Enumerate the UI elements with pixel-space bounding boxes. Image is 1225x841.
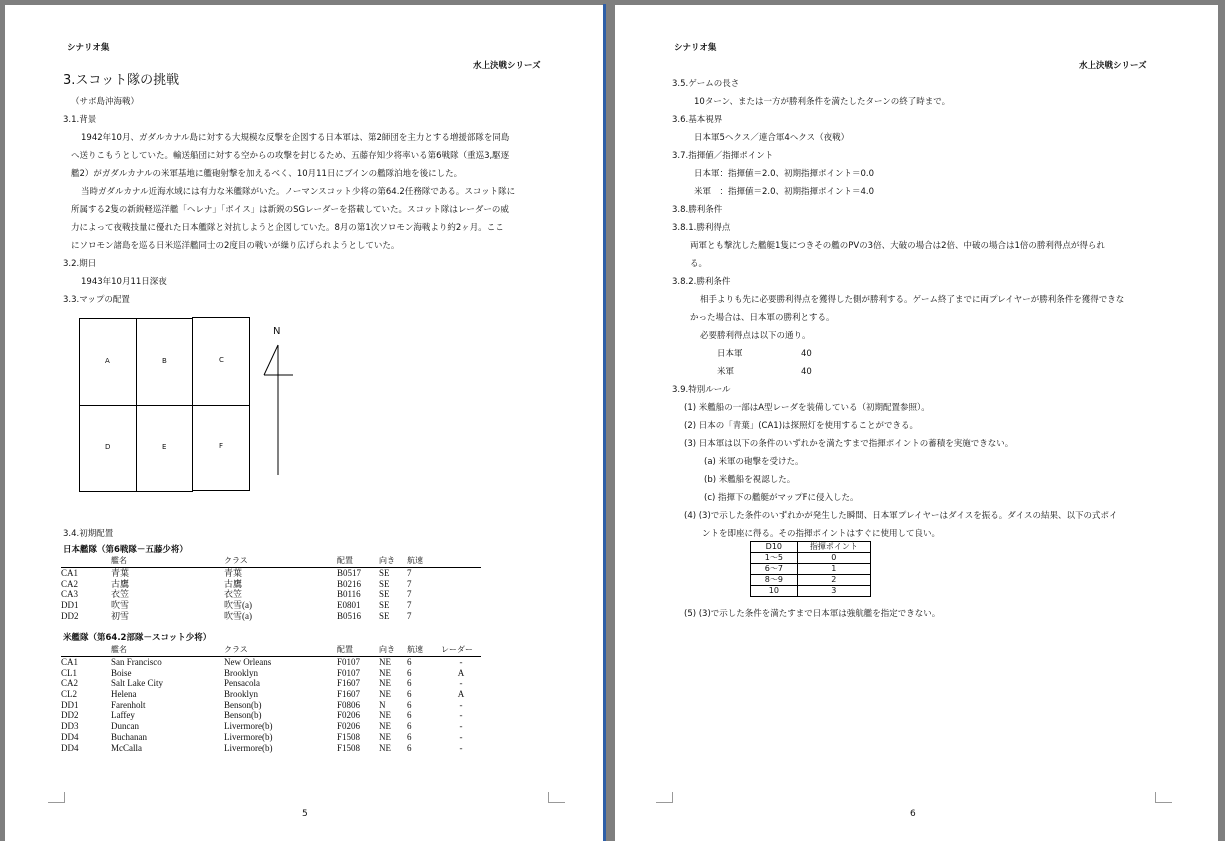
cell: DD2 (61, 610, 79, 621)
section-vc-heading: 3.8.2.勝利条件 (672, 277, 731, 287)
cell: 1 (797, 564, 870, 575)
cell: Helena (111, 689, 137, 700)
section-vp-heading: 3.8.1.勝利得点 (672, 223, 731, 233)
background-line: 力によって夜戦技量に優れた日本艦隊と対抗しようと企図していた。8月の第1次ソロモン海戦より約2ヶ月。ここ (71, 223, 504, 233)
section-background-heading: 3.1.背景 (63, 115, 97, 125)
col-header: 向き (379, 556, 407, 567)
vp-line: 両軍とも撃沈した艦艇1隻につきその艦のPVの3倍、大破の場合は2倍、中破の場合は1倍の勝利得点が得られ (690, 241, 1105, 251)
cell: NE (379, 657, 391, 668)
cell: CA1 (61, 568, 79, 579)
section-date-heading: 3.2.期日 (63, 259, 97, 269)
cell: Livermore(b) (224, 721, 273, 732)
cell: DD4 (61, 731, 79, 742)
map-label: A (105, 357, 110, 365)
col-header: 航速 (407, 556, 481, 567)
table-row (61, 678, 481, 689)
header-left: シナリオ集 (674, 43, 717, 53)
cell: - (459, 742, 463, 753)
cell: 7 (407, 600, 412, 611)
cell: DD1 (61, 699, 79, 710)
rule-item: (1) 米艦船の一部はA型レーダを装備している（初期配置参照）。 (684, 403, 930, 413)
map-label: D (105, 443, 111, 451)
cell: 7 (407, 610, 412, 621)
scenario-date: 1943年10月11日深夜 (81, 277, 167, 287)
margin-corner-mark (48, 792, 65, 803)
table-row (61, 732, 481, 743)
cell: E0801 (337, 600, 361, 611)
cell: 6 (407, 689, 412, 700)
cell: F1508 (337, 742, 361, 753)
background-line: 所属する2隻の新鋭軽巡洋艦「ヘレナ」「ボイス」は新鋭のSGレーダーを搭載していた。スコット隊はレーダーの威 (71, 205, 509, 215)
cell: 8～9 (751, 575, 798, 586)
cell: CA2 (61, 578, 79, 589)
table-header-row (61, 645, 481, 656)
cell: DD2 (61, 710, 79, 721)
cell: DD1 (61, 600, 79, 611)
cell: Boise (111, 667, 132, 678)
cell: 青葉 (224, 568, 243, 579)
cell: A (457, 689, 465, 700)
cell: 古鷹 (111, 578, 130, 589)
rule-item: (5) (3)で示した条件を満たすまで日本軍は強航艦を指定できない。 (684, 609, 941, 619)
table-row (61, 721, 481, 732)
col-header: 配置 (337, 645, 379, 656)
cell: F0206 (337, 721, 361, 732)
cell: 3 (797, 586, 870, 597)
cell: 6 (407, 731, 412, 742)
cell: CA3 (61, 589, 79, 600)
cell: Brooklyn (224, 689, 259, 700)
cell: San Francisco (111, 657, 162, 668)
req-vp-side: 米軍 (717, 367, 735, 377)
cell: F0806 (337, 699, 361, 710)
cell: Salt Lake City (111, 678, 163, 689)
cell: Livermore(b) (224, 731, 273, 742)
north-label: N (273, 326, 281, 337)
cell: B0517 (337, 568, 362, 579)
background-line: へ送りこもうとしていた。輸送船団に対する空からの攻撃を封じるため、五藤存知少将率いる第6戦隊（重巡3,駆逐 (71, 151, 510, 161)
cell: 0 (797, 553, 870, 564)
cell: DD4 (61, 742, 79, 753)
background-line: 当時ガダルカナル近海水域には有力な米艦隊がいた。ノーマンスコット少将の第64.2任務隊である。スコット隊に (81, 187, 516, 197)
jp-force-table (61, 556, 481, 621)
cell: 6 (407, 667, 412, 678)
vc-line: かった場合は、日本軍の勝利とする。 (690, 313, 835, 323)
cell: SE (379, 610, 390, 621)
cell: McCalla (111, 742, 142, 753)
command-us: 米軍 ：指揮値＝2.0、初期指揮ポイント＝4.0 (694, 187, 875, 197)
table-row (61, 710, 481, 721)
cell: 古鷹 (224, 578, 243, 589)
cell: 7 (407, 589, 412, 600)
map-label: C (219, 356, 224, 364)
us-force-title: 米艦隊（第64.2部隊－スコット少将） (63, 633, 212, 643)
cell: 6 (407, 699, 412, 710)
us-force-table (61, 645, 481, 753)
cell: - (459, 699, 463, 710)
sub-rule-item: (b) 米艦船を視認した。 (704, 475, 796, 485)
col-header (61, 645, 111, 656)
page-5[interactable] (5, 5, 603, 841)
command-point-table (750, 541, 871, 597)
cell: 6 (407, 710, 412, 721)
cell: 7 (407, 578, 412, 589)
table-header-row (61, 556, 481, 567)
cell: NE (379, 678, 391, 689)
page-number: 6 (910, 809, 916, 819)
col-header (61, 556, 111, 567)
page-6[interactable] (615, 5, 1218, 841)
cell: 2 (797, 575, 870, 586)
north-arrow-icon (261, 343, 295, 477)
col-header: レーダー (441, 645, 481, 656)
jp-force-title: 日本艦隊（第6戦隊－五藤少将） (63, 545, 188, 555)
cell: Pensacola (224, 678, 260, 689)
cell: A (457, 667, 465, 678)
cell: Livermore(b) (224, 742, 273, 753)
cell: 6 (407, 742, 412, 753)
cell: SE (379, 600, 390, 611)
rule-item-cont: ントを即座に得る。その指揮ポイントはすぐに使用して良い。 (702, 529, 941, 539)
background-line: 艦2）がガダルカナルの米軍基地に艦砲射撃を加えるべく、10月11日にブインの艦隊泊地を後にした。 (71, 169, 463, 179)
cell: B0516 (337, 610, 362, 621)
cell: New Orleans (224, 657, 272, 668)
rule-item: (4) (3)で示した条件のいずれかが発生した瞬間、日本軍プレイヤーはダイスを振る。ダイスの結果、以下の式ポイ (684, 511, 1118, 521)
cell: - (459, 721, 463, 732)
section-length-heading: 3.5.ゲームの長さ (672, 79, 740, 89)
scenario-subtitle: （サボ島沖海戦） (71, 97, 140, 107)
cell: 6 (407, 721, 412, 732)
cell: NE (379, 710, 391, 721)
table-row (61, 610, 481, 621)
cell: 吹雪(a) (224, 600, 252, 611)
cell: 吹雪 (111, 600, 130, 611)
cell: 6 (407, 657, 412, 668)
table-row (751, 553, 871, 564)
cell: F1508 (337, 731, 361, 742)
table-row (61, 567, 481, 578)
table-row (61, 600, 481, 611)
cell: SE (379, 589, 390, 600)
table-row (751, 575, 871, 586)
section-command-heading: 3.7.指揮値／指揮ポイント (672, 151, 774, 161)
table-row (61, 589, 481, 600)
table-row (61, 689, 481, 700)
cell: 7 (407, 568, 412, 579)
col-header: クラス (224, 556, 337, 567)
cell: Duncan (111, 721, 139, 732)
visibility-text: 日本軍5ヘクス／連合軍4ヘクス（夜戦） (694, 133, 850, 143)
cell: NE (379, 742, 391, 753)
col-header: 指揮ポイント (797, 542, 870, 553)
col-header: 向き (379, 645, 407, 656)
col-header: クラス (224, 645, 337, 656)
margin-corner-mark (548, 792, 565, 803)
cell: SE (379, 568, 390, 579)
command-jp: 日本軍：指揮値＝2.0、初期指揮ポイント＝0.0 (694, 169, 875, 179)
table-row (61, 656, 481, 667)
map-label: B (162, 357, 167, 365)
map-label: E (162, 443, 167, 451)
cell: 6～7 (751, 564, 798, 575)
table-row (61, 742, 481, 753)
cell: F0206 (337, 710, 361, 721)
table-header-row (751, 542, 871, 553)
col-header: 配置 (337, 556, 379, 567)
cell: Benson(b) (224, 710, 262, 721)
section-victory-heading: 3.8.勝利条件 (672, 205, 723, 215)
cell: N (379, 699, 386, 710)
req-vp-points: 40 (801, 349, 812, 359)
header-right: 水上決戦シリーズ (473, 61, 541, 71)
cell: CL1 (61, 667, 78, 678)
page-number: 5 (302, 809, 308, 819)
margin-corner-mark (1155, 792, 1172, 803)
page-selection-border (603, 4, 606, 841)
col-header: D10 (751, 542, 798, 553)
cell: 衣笠 (224, 589, 243, 600)
cell: NE (379, 731, 391, 742)
cell: F1607 (337, 678, 361, 689)
cell: Farenholt (111, 699, 146, 710)
section-visibility-heading: 3.6.基本視界 (672, 115, 723, 125)
scenario-title: 3.スコット隊の挑戦 (63, 73, 180, 88)
cell: DD3 (61, 721, 79, 732)
cell: - (459, 710, 463, 721)
cell: B0216 (337, 578, 362, 589)
cell: - (459, 657, 463, 668)
table-row (751, 564, 871, 575)
sub-rule-item: (c) 指揮下の艦艇がマップFに侵入した。 (704, 493, 859, 503)
table-row (751, 586, 871, 597)
cell: CA1 (61, 657, 79, 668)
vc-line: 相手よりも先に必要勝利得点を獲得した側が勝利する。ゲーム終了までに両プレイヤーが勝利条件を獲得できな (700, 295, 1125, 305)
cell: CA2 (61, 678, 79, 689)
section-map-heading: 3.3.マップの配置 (63, 295, 130, 305)
cell: 初雪 (111, 610, 130, 621)
col-header: 艦名 (111, 645, 224, 656)
cell: B0116 (337, 589, 361, 600)
sub-rule-item: (a) 米軍の砲撃を受けた。 (704, 457, 804, 467)
background-line: にソロモン諸島を巡る日米巡洋艦同士の2度目の戦いが繰り広げられようとしていた。 (71, 241, 400, 251)
col-header: 航速 (407, 645, 441, 656)
header-left: シナリオ集 (67, 43, 110, 53)
cell: F0107 (337, 667, 361, 678)
cell: - (459, 731, 463, 742)
cell: 1～5 (751, 553, 798, 564)
map-label: F (219, 442, 224, 450)
req-vp-intro: 必要勝利得点は以下の通り。 (700, 331, 811, 341)
cell: CL2 (61, 689, 78, 700)
cell: Laffey (111, 710, 135, 721)
length-text: 10ターン、または一方が勝利条件を満たしたターンの終了時まで。 (694, 97, 951, 107)
margin-corner-mark (656, 792, 673, 803)
cell: SE (379, 578, 390, 589)
background-line: 1942年10月、ガダルカナル島に対する大規模な反撃を企図する日本軍は、第2師団を主力とする増援部隊を同島 (81, 133, 510, 143)
cell: Buchanan (111, 731, 147, 742)
cell: Benson(b) (224, 699, 262, 710)
req-vp-points: 40 (801, 367, 812, 377)
table-row (61, 699, 481, 710)
cell: NE (379, 689, 391, 700)
rule-item: (3) 日本軍は以下の条件のいずれかを満たすまで指揮ポイントの蓄積を実施できない。 (684, 439, 1014, 449)
vp-line: る。 (690, 259, 708, 269)
header-right: 水上決戦シリーズ (1079, 61, 1147, 71)
cell: 青葉 (111, 568, 130, 579)
cell: - (459, 678, 463, 689)
section-special-rules-heading: 3.9.特別ルール (672, 385, 731, 395)
col-header: 艦名 (111, 556, 224, 567)
table-row (61, 578, 481, 589)
cell: 衣笠 (111, 589, 130, 600)
cell: 6 (407, 678, 412, 689)
cell: NE (379, 721, 391, 732)
rule-item: (2) 日本の「青葉」(CA1)は探照灯を使用することができる。 (684, 421, 919, 431)
cell: NE (379, 667, 391, 678)
req-vp-side: 日本軍 (717, 349, 743, 359)
cell: 10 (751, 586, 798, 597)
cell: F1607 (337, 689, 361, 700)
cell: F0107 (337, 657, 361, 668)
section-setup-heading: 3.4.初期配置 (63, 529, 114, 539)
table-row (61, 667, 481, 678)
cell: Brooklyn (224, 667, 259, 678)
cell: 吹雪(a) (224, 610, 252, 621)
